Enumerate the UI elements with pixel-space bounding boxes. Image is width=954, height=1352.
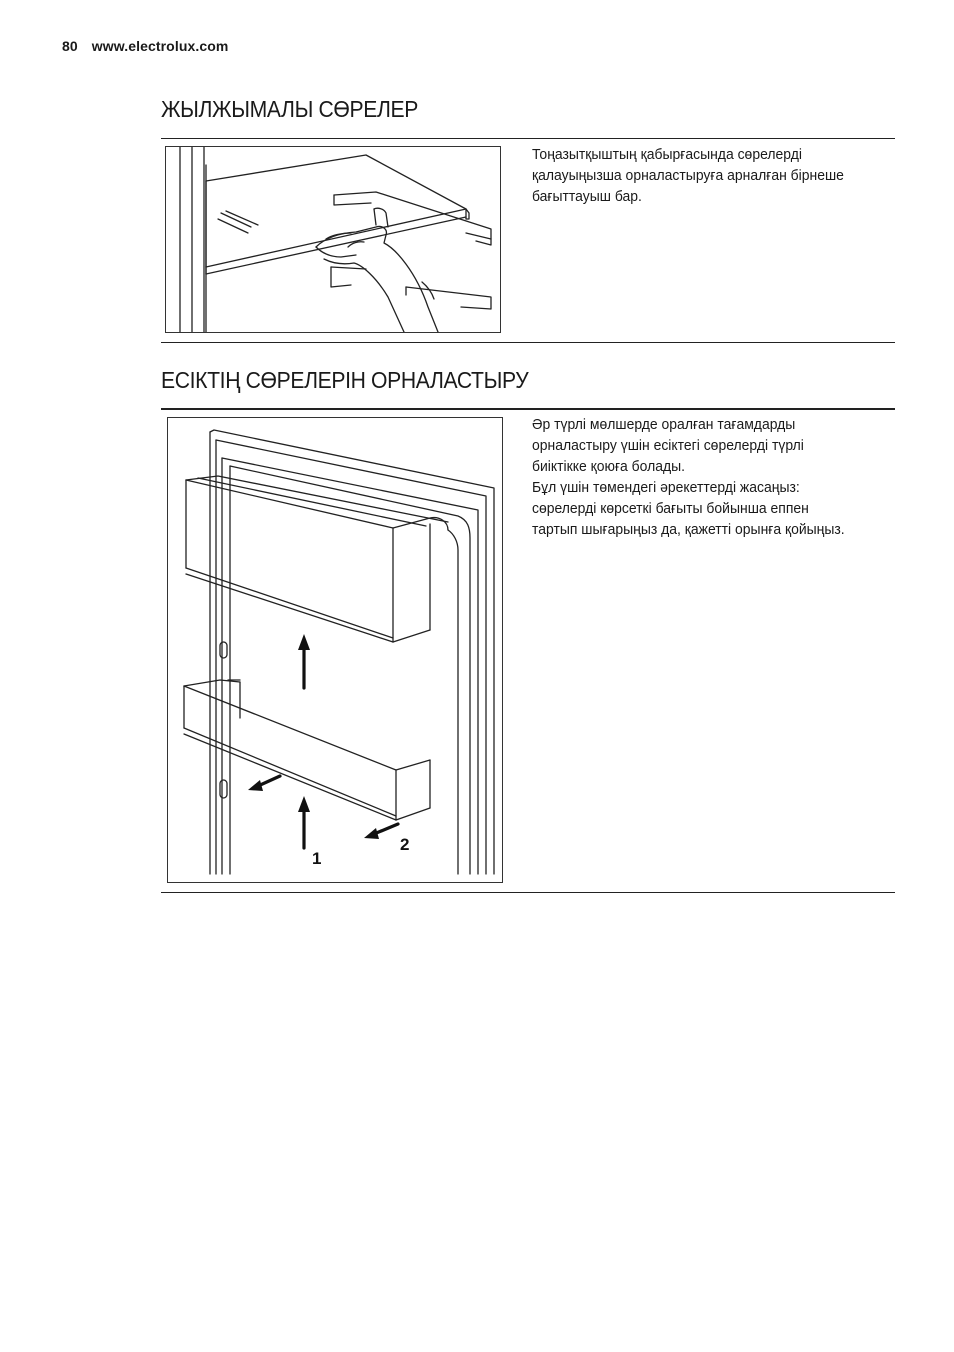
door-shelves-paragraph-2: Бұл үшін төмендегі әрекеттерді жасаңыз: сөрелерді көрсеткі бағыты бойынша еппен тартып шығарыңыз да, қажетті орынға қойыңыз. bbox=[532, 479, 845, 538]
section-rule-top-2 bbox=[161, 408, 895, 410]
section-rule-bottom-2 bbox=[161, 892, 895, 893]
shelf-drawing bbox=[166, 147, 500, 332]
website-url: www.electrolux.com bbox=[91, 38, 229, 54]
step-1-label: 1 bbox=[312, 849, 322, 868]
section-title-movable-shelves: ЖЫЛЖЫМАЛЫ СӨРЕЛЕР bbox=[161, 96, 418, 122]
section-rule-top bbox=[161, 138, 895, 139]
door-shelves-paragraph-1: Әр түрлі мөлшерде оралған тағамдарды орналастыру үшін есіктегі сөрелерді түрлі биіктікке қоюға болады. bbox=[532, 416, 804, 475]
door-shelf-illustration bbox=[167, 417, 503, 883]
section-title-door-shelves: ЕСІКТІҢ СӨРЕЛЕРІН ОРНАЛАСТЫРУ bbox=[161, 367, 529, 393]
movable-shelves-paragraph: Тоңазытқыштың қабырғасында сөрелерді қалауыңызша орналастыруға арналған бірнеше бағыттауыш бар. bbox=[532, 146, 844, 205]
movable-shelf-illustration bbox=[165, 146, 501, 333]
movable-shelves-text bbox=[532, 144, 848, 207]
step-2-label: 2 bbox=[400, 835, 410, 854]
section-rule-bottom bbox=[161, 342, 895, 343]
door-shelf-drawing bbox=[168, 418, 502, 882]
page-header bbox=[62, 38, 228, 54]
page-number: 80 bbox=[62, 38, 78, 54]
door-shelves-text bbox=[532, 414, 848, 540]
